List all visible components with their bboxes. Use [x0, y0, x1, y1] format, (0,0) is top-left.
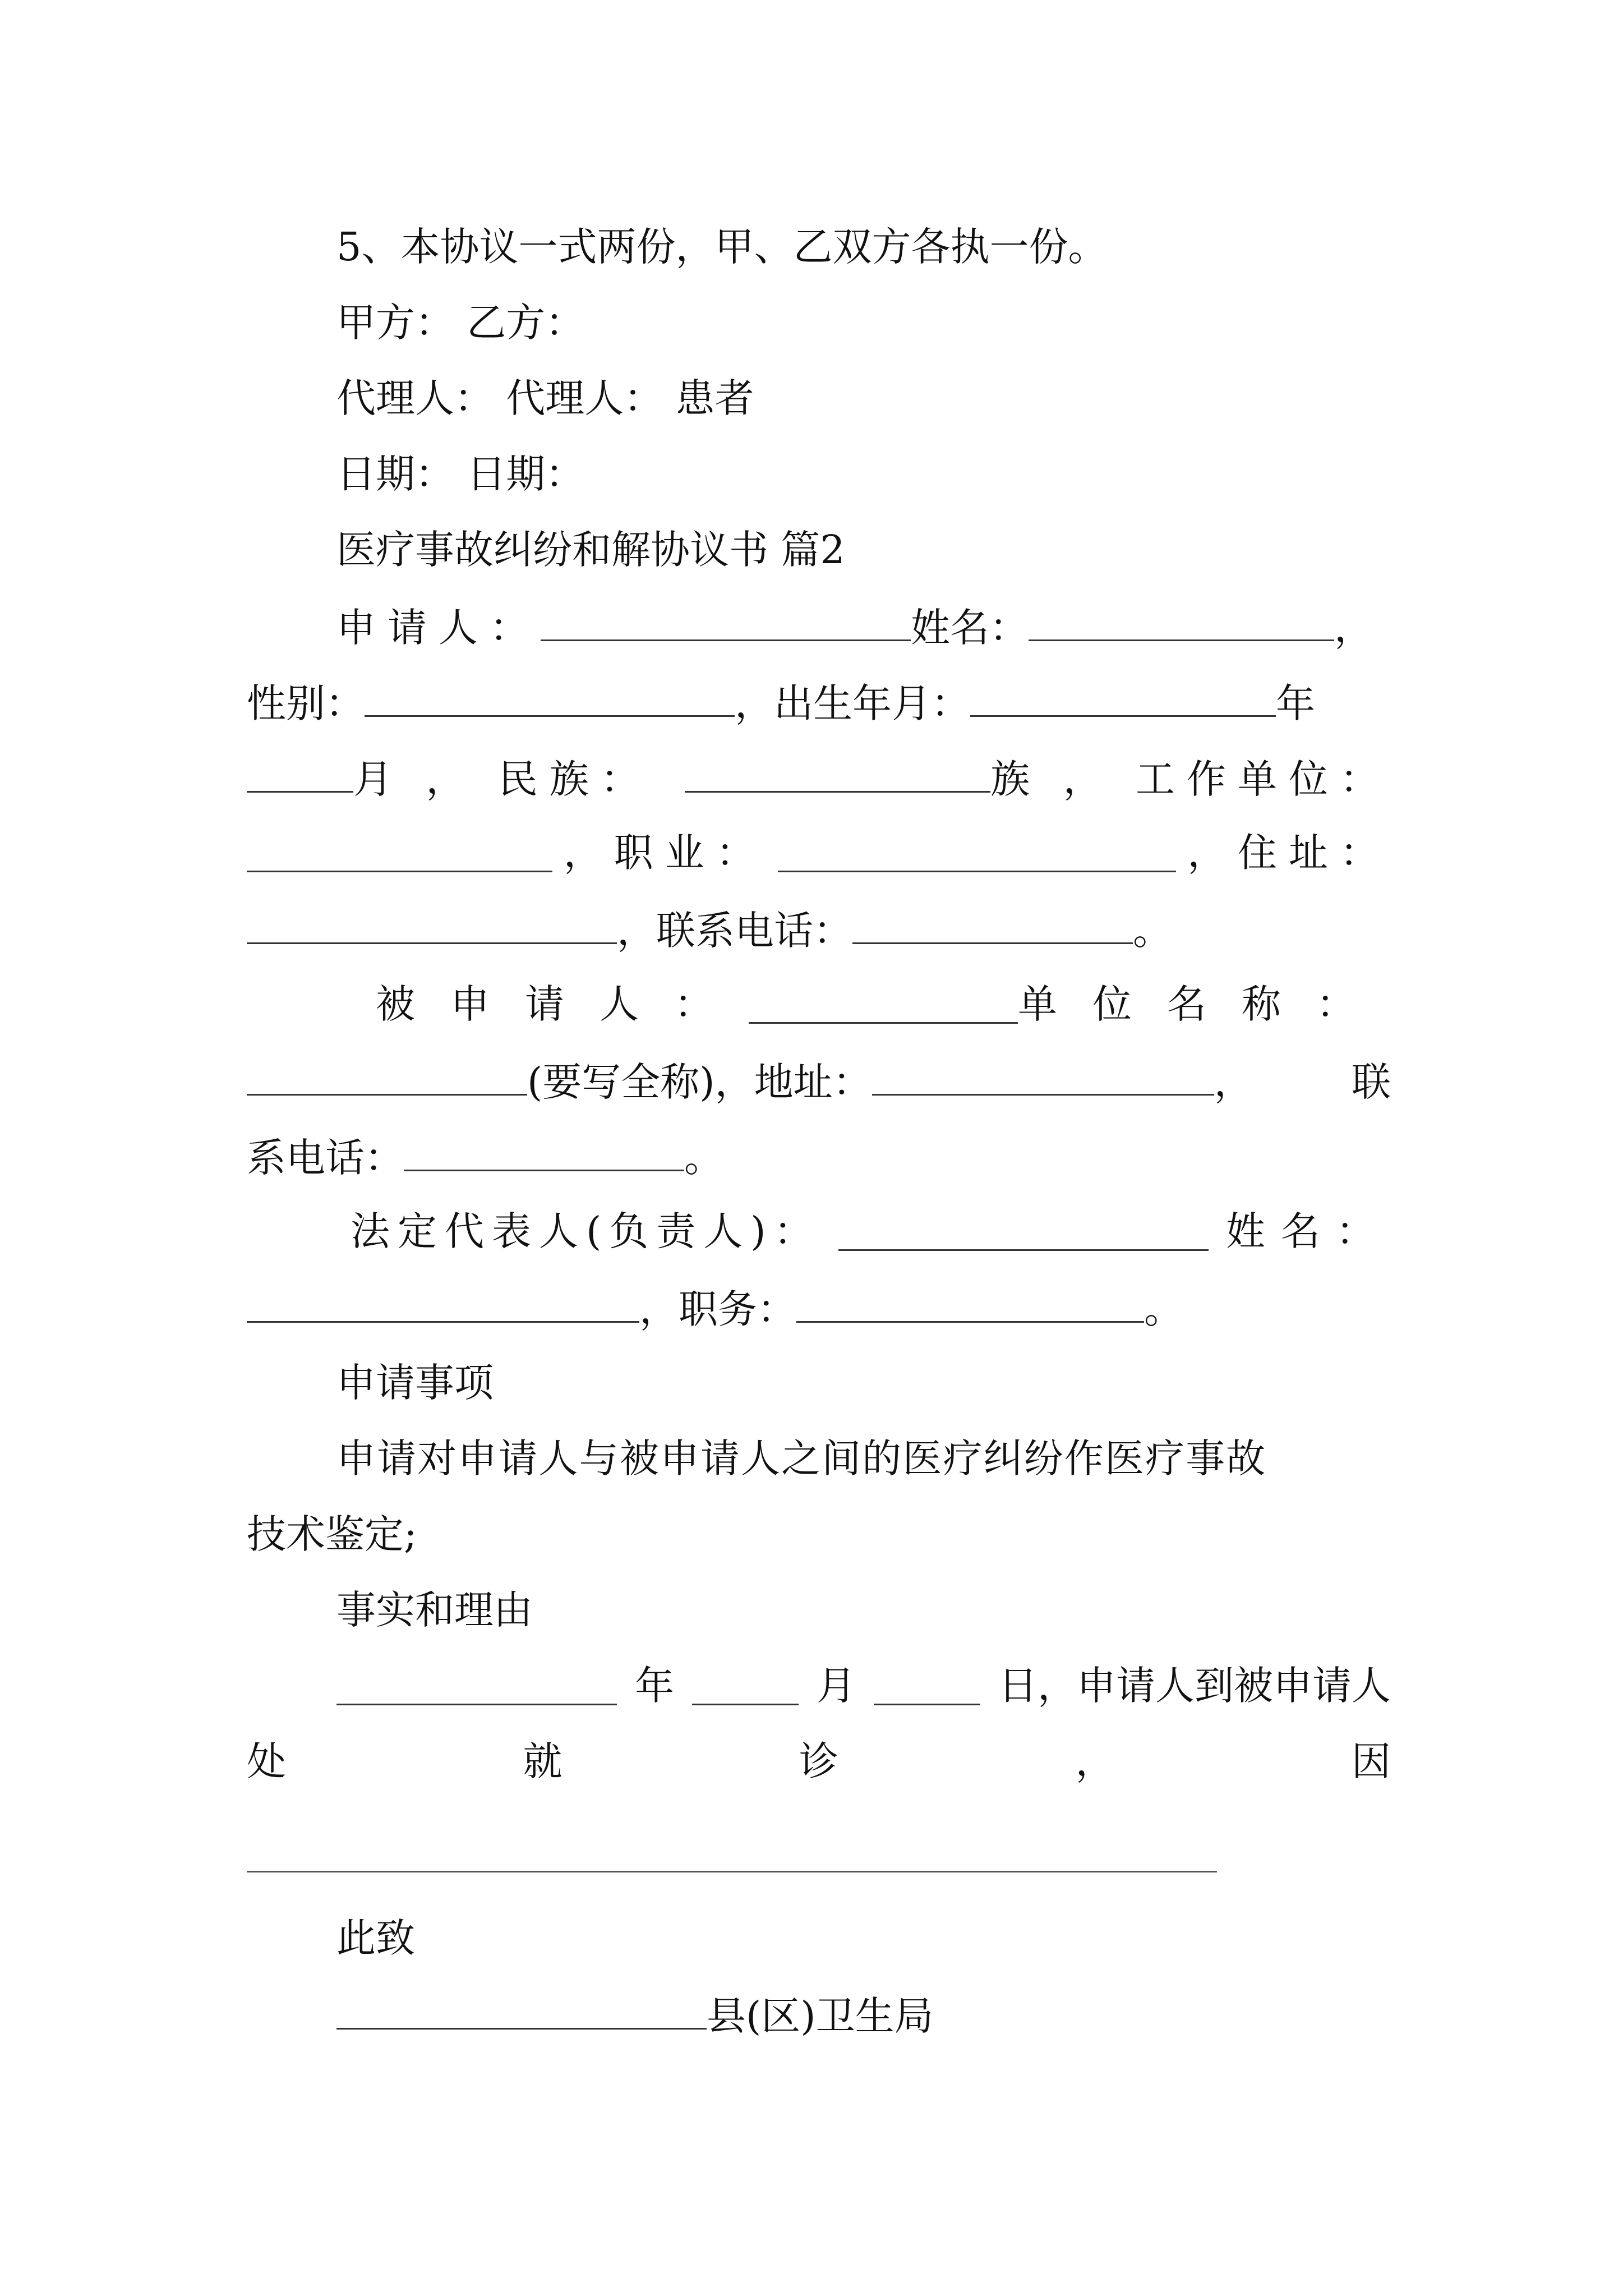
applicant-row [336, 605, 1391, 651]
comma: ， [1187, 830, 1227, 876]
month-label: 月 [353, 756, 393, 802]
position-label: ，职务： [639, 1286, 796, 1332]
items-text-b: 技术鉴定; [247, 1511, 417, 1557]
reason-blank-line[interactable] [247, 1871, 1217, 1872]
section-title: 医疗事故纠纷和解协议书 篇2 [336, 527, 845, 573]
period: 。 [1144, 1286, 1183, 1332]
address-blank[interactable] [247, 909, 617, 944]
workunit-label: 工作单位： [1135, 756, 1391, 802]
party-line: 甲方： 乙方： [336, 300, 585, 346]
applicant-label: 申请人： [336, 605, 541, 651]
ethnic-row [247, 756, 1391, 802]
recipient-row [336, 1993, 934, 2039]
unit-address-row [247, 1059, 1391, 1105]
agent-line: 代理人： 代理人： 患者 [336, 375, 754, 421]
clause-5: 5、本协议一式两份，甲、乙双方各执一份。 [336, 224, 1108, 270]
period: 。 [1133, 908, 1172, 954]
legal-name-blank[interactable] [247, 1287, 639, 1323]
zhen-char: 诊 [799, 1738, 838, 1784]
visit-month-blank[interactable] [692, 1670, 799, 1705]
bureau-label: 县(区)卫生局 [707, 1993, 934, 2039]
ethnic-blank[interactable] [685, 757, 990, 793]
respondent-blank[interactable] [749, 988, 1018, 1024]
workunit-blank[interactable] [247, 837, 552, 872]
phone-label: ，联系电话： [617, 908, 852, 954]
unitname-blank[interactable] [247, 1060, 527, 1096]
applicant-blank[interactable] [541, 606, 911, 641]
gender-row [247, 680, 1391, 726]
position-row [247, 1286, 1183, 1332]
jiu-char: 就 [523, 1738, 562, 1784]
legal-rep-row [351, 1208, 1391, 1254]
facts-heading: 事实和理由 [336, 1587, 533, 1633]
respondent-phone-blank[interactable] [404, 1136, 684, 1171]
name-blank[interactable] [1029, 606, 1334, 641]
comma: ， [1334, 605, 1373, 651]
gender-blank[interactable] [365, 682, 735, 717]
birth-label: ，出生年月： [735, 680, 970, 726]
lian-char: 联 [1352, 1059, 1391, 1105]
yin-char: 因 [1352, 1738, 1391, 1784]
job-blank[interactable] [778, 837, 1176, 872]
respondent-address-blank[interactable] [872, 1060, 1214, 1096]
respondent-label: 被申请人： [376, 981, 749, 1027]
address-label: 住址： [1237, 830, 1391, 876]
items-heading: 申请事项 [336, 1360, 494, 1406]
visit-date-row [336, 1663, 1391, 1709]
visit-month-label: 月 [817, 1663, 856, 1709]
closing-salutation: 此致 [336, 1915, 415, 1961]
gender-label: 性别： [247, 680, 365, 726]
ethnic-label: 民族： [498, 756, 652, 802]
birth-month-blank[interactable] [247, 757, 353, 793]
position-blank[interactable] [796, 1287, 1144, 1323]
visit-reason-row [247, 1738, 1391, 1784]
comma: ， [1063, 756, 1103, 802]
fullname-addr-label: (要写全称)，地址： [527, 1059, 872, 1105]
job-label: 职业： [614, 830, 767, 876]
chu-char: 处 [247, 1738, 286, 1784]
visit-day-blank[interactable] [874, 1670, 980, 1705]
date-line: 日期： 日期： [336, 451, 585, 497]
county-blank[interactable] [336, 1994, 707, 2030]
comma: ， [426, 756, 465, 802]
ethnic-suffix: 族 [990, 756, 1030, 802]
phone-row [247, 908, 1172, 954]
visit-year-label: 年 [635, 1663, 674, 1709]
legal-name-label: 姓名： [1226, 1208, 1391, 1254]
year-label: 年 [1276, 680, 1315, 726]
unitname-label: 单位名称： [1018, 981, 1391, 1027]
comma: ， [1075, 1738, 1115, 1784]
legal-rep-label: 法定代表人(负责人)： [351, 1208, 821, 1254]
visit-year-blank[interactable] [336, 1670, 617, 1705]
job-row [247, 830, 1391, 876]
items-text-a: 申请对申请人与被申请人之间的医疗纠纷作医疗事故 [336, 1435, 1267, 1481]
respondent-row [376, 981, 1391, 1027]
birth-year-blank[interactable] [970, 682, 1276, 717]
phone-blank[interactable] [852, 909, 1133, 944]
respondent-phone-label: 系电话： [247, 1135, 404, 1181]
visit-day-text: 日，申请人到被申请人 [998, 1663, 1391, 1709]
legal-rep-blank[interactable] [838, 1216, 1209, 1251]
name-label: 姓名： [911, 605, 1029, 651]
comma: ， [1214, 1059, 1253, 1105]
period: 。 [684, 1135, 723, 1181]
comma: ， [563, 830, 603, 876]
respondent-phone-row [247, 1135, 723, 1181]
